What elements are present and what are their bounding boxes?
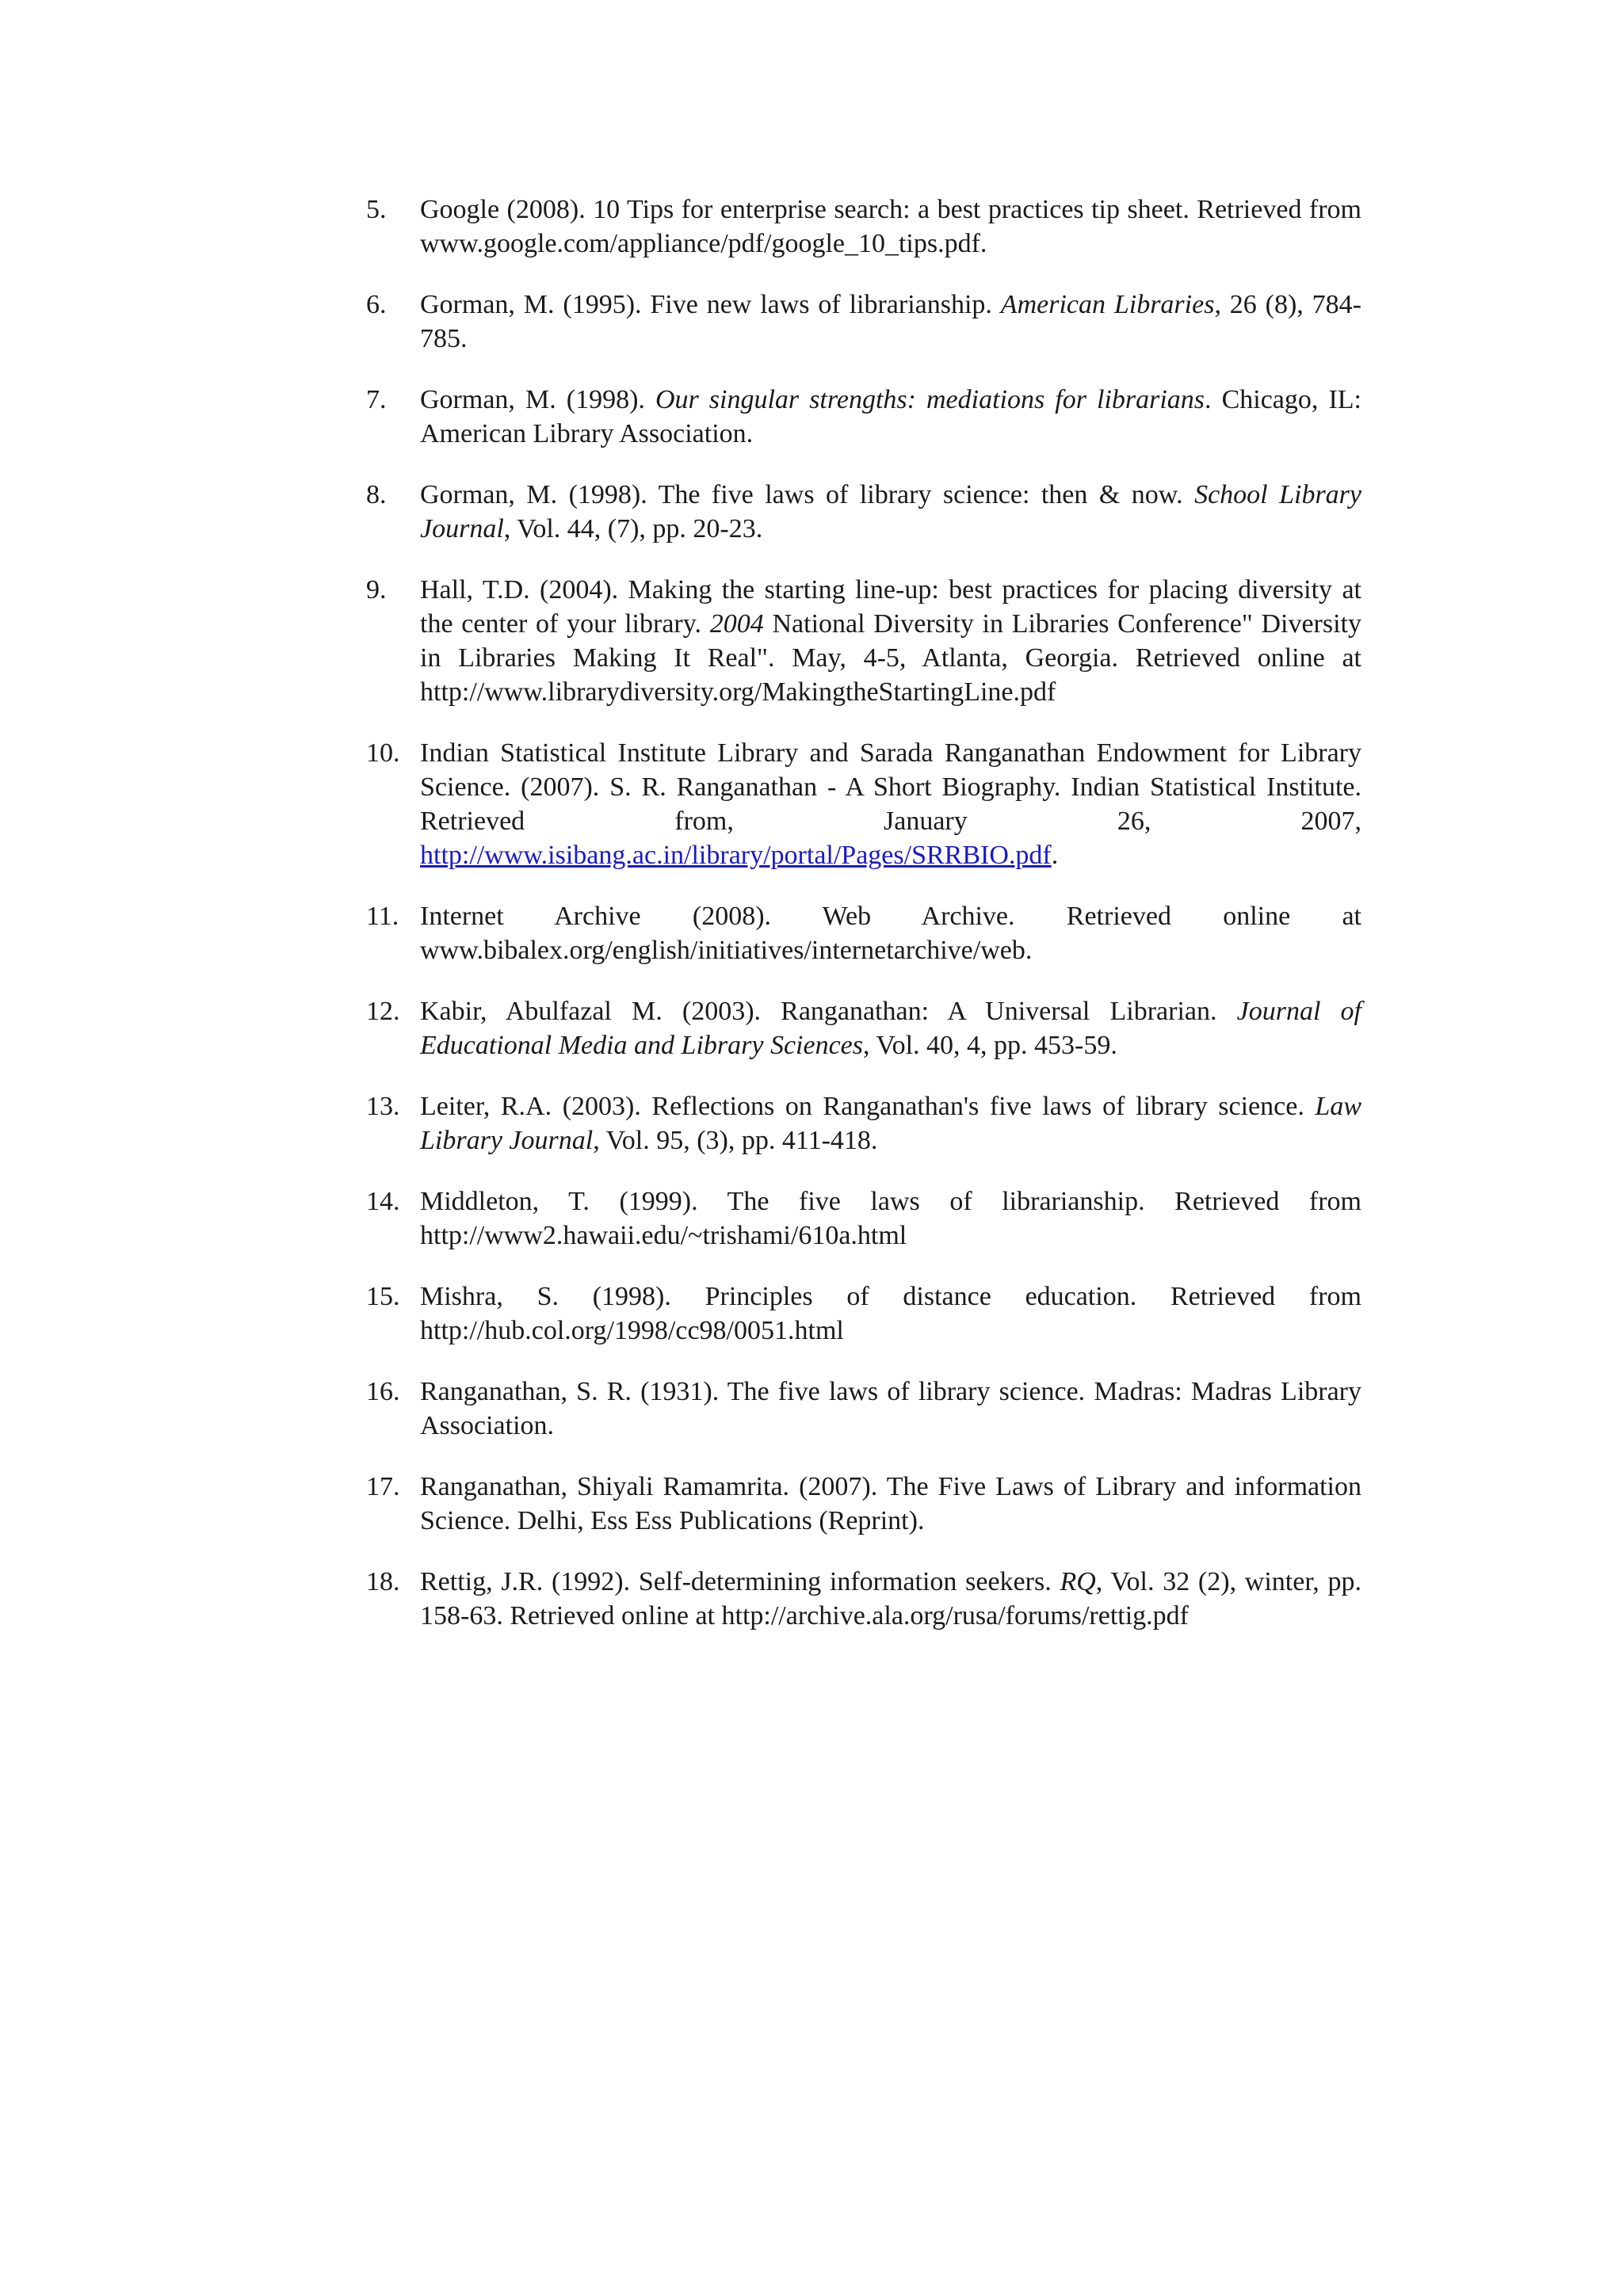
reference-text [420, 193, 1361, 261]
reference-text-segment: Leiter, R.A. (2003). Reflections on Ranganathan's five laws of library science. [420, 1092, 1316, 1121]
reference-item [366, 1089, 1361, 1158]
reference-item [366, 1470, 1361, 1538]
reference-number: 18. [366, 1567, 400, 1596]
reference-text-segment: National Diversity in Libraries Conference" Diversity in Libraries Making It Real". May, 4-5, Atlanta, Georgia. Retrieved online at http://www.librarydiversity.org/MakingtheStartingLine.pdf [420, 609, 1361, 707]
reference-italic-text: Journal of Educational Media and Library Sciences [420, 997, 1361, 1060]
reference-item [366, 994, 1361, 1062]
reference-item [366, 288, 1361, 356]
reference-number: 17. [366, 1472, 400, 1501]
reference-text-segment: , Vol. 44, (7), pp. 20-23. [503, 514, 763, 543]
reference-italic-text: 2004 [709, 609, 764, 639]
reference-number: 5. [366, 195, 387, 224]
reference-text-segment: Mishra, S. (1998). Principles of distance education. Retrieved from http://hub.col.org/1998/cc98/0051.html [420, 1282, 1361, 1345]
reference-item [366, 1280, 1361, 1348]
reference-text-segment: Ranganathan, Shiyali Ramamrita. (2007). The Five Laws of Library and information Science. Delhi, Ess Ess Publications (Reprint). [420, 1472, 1361, 1535]
reference-number: 14. [366, 1187, 400, 1216]
reference-item [366, 573, 1361, 709]
reference-italic-text: American Libraries [1000, 290, 1215, 319]
reference-italic-text: Law Library Journal [420, 1092, 1361, 1155]
reference-item [366, 383, 1361, 451]
reference-text-segment: Hall, T.D. (2004). Making the starting line-up: best practices for placing diversity at the center of your library. [420, 575, 1361, 639]
reference-item [366, 736, 1361, 872]
reference-item [366, 478, 1361, 546]
reference-list [366, 193, 1361, 1660]
reference-text [420, 1375, 1361, 1443]
reference-text-segment: Rettig, J.R. (1992). Self-determining information seekers. [420, 1567, 1060, 1596]
reference-text-segment: Gorman, M. (1998). The five laws of library science: then & now. [420, 480, 1195, 509]
reference-item [366, 899, 1361, 967]
reference-text-segment: , Vol. 32 (2), winter, pp. 158-63. Retrieved online at http://archive.ala.org/rusa/forums/rettig.pdf [420, 1567, 1361, 1630]
reference-item [366, 1565, 1361, 1633]
reference-item [366, 1184, 1361, 1253]
reference-number: 13. [366, 1092, 400, 1121]
reference-text-segment: , 26 (8), 784-785. [420, 290, 1361, 353]
reference-text-segment: . Chicago, IL: American Library Association. [420, 385, 1361, 448]
reference-text [420, 1565, 1361, 1633]
reference-number: 12. [366, 997, 400, 1026]
reference-text-segment: Internet Archive (2008). Web Archive. Retrieved online at www.bibalex.org/english/initiatives/internetarchive/web. [420, 902, 1361, 965]
reference-number: 7. [366, 385, 387, 414]
reference-text-segment: Middleton, T. (1999). The five laws of librarianship. Retrieved from http://www2.hawaii.edu/~trishami/610a.html [420, 1187, 1361, 1250]
reference-number: 16. [366, 1377, 400, 1406]
reference-text [420, 1184, 1361, 1253]
reference-text [420, 383, 1361, 451]
reference-text [420, 1280, 1361, 1348]
reference-text-segment: Indian Statistical Institute Library and Sarada Ranganathan Endowment for Library Science. (2007). S. R. Ranganathan - A Short Biography. Indian Statistical Institute. Retrieved from, January 26, 2007, [420, 738, 1361, 836]
reference-number: 6. [366, 290, 387, 319]
reference-italic-text: Our singular strengths: mediations for librarians [655, 385, 1205, 414]
reference-text-segment: Google (2008). 10 Tips for enterprise search: a best practices tip sheet. Retrieved from www.google.com/appliance/pdf/google_10_tips.pdf. [420, 195, 1361, 258]
reference-text [420, 899, 1361, 967]
reference-text [420, 478, 1361, 546]
reference-link[interactable]: http://www.isibang.ac.in/library/portal/Pages/SRRBIO.pdf [420, 841, 1052, 870]
reference-text [420, 573, 1361, 709]
reference-text-segment: Gorman, M. (1998). [420, 385, 655, 414]
reference-item [366, 193, 1361, 261]
reference-number: 8. [366, 480, 387, 509]
reference-italic-text: RQ [1060, 1567, 1096, 1596]
reference-text-segment: Kabir, Abulfazal M. (2003). Ranganathan: A Universal Librarian. [420, 997, 1237, 1026]
reference-text [420, 1089, 1361, 1158]
reference-number: 9. [366, 575, 387, 605]
reference-text [420, 1470, 1361, 1538]
reference-text-segment: . [1051, 841, 1059, 870]
reference-number: 11. [366, 902, 399, 931]
reference-number: 15. [366, 1282, 400, 1311]
reference-text-segment: Ranganathan, S. R. (1931). The five laws of library science. Madras: Madras Library Association. [420, 1377, 1361, 1440]
reference-italic-text: School Library Journal [420, 480, 1362, 543]
reference-text [420, 736, 1361, 872]
reference-number: 10. [366, 738, 400, 768]
reference-text [420, 288, 1361, 356]
reference-text-segment: , Vol. 95, (3), pp. 411-418. [593, 1126, 878, 1155]
reference-text-segment: , Vol. 40, 4, pp. 453-59. [863, 1031, 1117, 1060]
reference-text-segment: Gorman, M. (1995). Five new laws of librarianship. [420, 290, 1001, 319]
reference-item [366, 1375, 1361, 1443]
reference-text [420, 994, 1361, 1062]
